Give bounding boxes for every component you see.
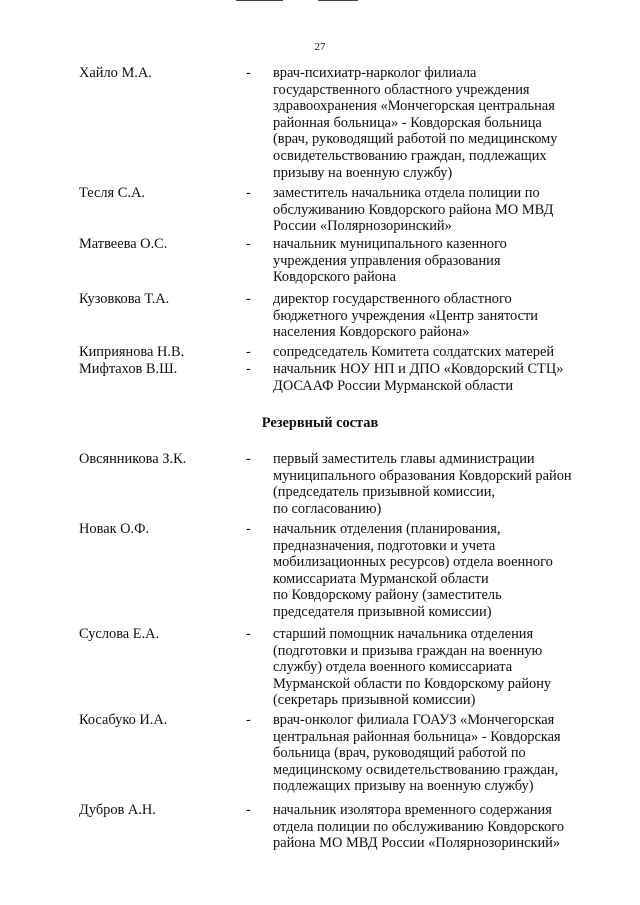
position-line: освидетельствованию граждан, подлежащих	[273, 147, 547, 164]
member-position	[273, 521, 593, 621]
position-line: района МО МВД России «Полярнозоринский»	[273, 835, 561, 852]
dash-separator: -	[246, 361, 251, 377]
member-position	[273, 451, 593, 517]
position-line: директор государственного областного	[273, 291, 512, 307]
position-line: здравоохранения «Мончегорская центральная	[273, 98, 555, 115]
position-line: отдела полиции по обслуживанию Ковдорского	[273, 818, 565, 835]
member-position	[273, 344, 593, 361]
position-line: комиссариата Мурманской области	[273, 570, 489, 587]
section-title: Резервный состав	[261, 415, 379, 431]
position-line: обслуживанию Ковдорского района МО МВД	[273, 201, 554, 218]
member-name: Кузовкова Т.А.	[79, 291, 170, 307]
member-position	[273, 236, 593, 286]
position-line: начальник муниципального казенного	[273, 236, 507, 252]
dash-separator: -	[246, 185, 251, 201]
position-line: по Ковдорскому району (заместитель	[273, 587, 502, 604]
position-line: государственного областного учреждения	[273, 81, 530, 98]
position-line: врач-психиатр-нарколог филиала	[273, 65, 477, 81]
position-line: начальник отделения (планирования,	[273, 521, 501, 537]
position-line: больница (врач, руководящий работой по	[273, 745, 526, 762]
dash-separator: -	[246, 626, 251, 642]
member-name: Овсянникова З.К.	[79, 451, 187, 467]
position-line: учреждения управления образования	[273, 252, 501, 269]
position-line: начальник изолятора временного содержания	[273, 802, 552, 818]
member-name: Дубров А.Н.	[79, 802, 156, 818]
dash-separator: -	[246, 451, 251, 467]
position-line: предназначения, подготовки и учета	[273, 537, 496, 554]
position-line: службу) отдела военного комиссариата	[273, 659, 513, 676]
dash-separator: -	[246, 236, 251, 252]
member-position	[273, 65, 593, 181]
position-line: подлежащих призыву на военную службу)	[273, 778, 534, 795]
position-line: начальник НОУ НП и ДПО «Ковдорский СТЦ»	[273, 361, 564, 377]
member-position	[273, 361, 593, 394]
position-line: ДОСААФ России Мурманской области	[273, 377, 514, 394]
position-line: населения Ковдорского района»	[273, 324, 470, 341]
member-position	[273, 185, 593, 235]
position-line: мобилизационных ресурсов) отдела военного	[273, 554, 553, 571]
dash-separator: -	[246, 291, 251, 307]
member-name: Косабуко И.А.	[79, 712, 168, 728]
dash-separator: -	[246, 521, 251, 537]
position-line: (секретарь призывной комиссии)	[273, 692, 476, 709]
dash-separator: -	[246, 712, 251, 728]
member-name: Матвеева О.С.	[79, 236, 168, 252]
member-position	[273, 626, 593, 709]
position-line: муниципального образования Ковдорский район	[273, 467, 572, 484]
member-position	[273, 712, 593, 795]
position-line: районная больница» - Ковдорская больница	[273, 114, 542, 131]
position-line: Ковдорского района	[273, 269, 396, 286]
position-line: центральная районная больница» - Ковдорская	[273, 728, 561, 745]
member-position	[273, 291, 593, 341]
member-name: Киприянова Н.В.	[79, 344, 185, 360]
page-number: 27	[314, 41, 326, 53]
member-name: Суслова Е.А.	[79, 626, 160, 642]
top-rule-right	[318, 0, 358, 1]
member-name: Тесля С.А.	[79, 185, 145, 201]
position-line: старший помощник начальника отделения	[273, 626, 534, 642]
position-line: (председатель призывной комиссии,	[273, 484, 496, 501]
position-line: врач-онколог филиала ГОАУЗ «Мончегорская	[273, 712, 555, 728]
position-line: России «Полярнозоринский»	[273, 218, 452, 235]
position-line: Мурманской области по Ковдорскому району	[273, 675, 552, 692]
position-line: призыву на военную службу)	[273, 164, 453, 181]
member-name: Новак О.Ф.	[79, 521, 150, 537]
dash-separator: -	[246, 65, 251, 81]
position-line: (врач, руководящий работой по медицинскому	[273, 131, 558, 148]
position-line: бюджетного учреждения «Центр занятости	[273, 307, 538, 324]
member-position	[273, 802, 593, 852]
position-line: по согласованию)	[273, 500, 382, 517]
position-line: председателя призывной комиссии)	[273, 603, 492, 620]
member-name: Хайло М.А.	[79, 65, 152, 81]
member-name: Мифтахов В.Ш.	[79, 361, 178, 377]
position-line: сопредседатель Комитета солдатских матерей	[273, 344, 555, 360]
dash-separator: -	[246, 802, 251, 818]
position-line: медицинскому освидетельствованию граждан,	[273, 761, 559, 778]
position-line: первый заместитель главы администрации	[273, 451, 535, 467]
position-line: заместитель начальника отдела полиции по	[273, 185, 540, 201]
top-rule-left	[236, 0, 283, 1]
dash-separator: -	[246, 344, 251, 360]
position-line: (подготовки и призыва граждан на военную	[273, 642, 543, 659]
